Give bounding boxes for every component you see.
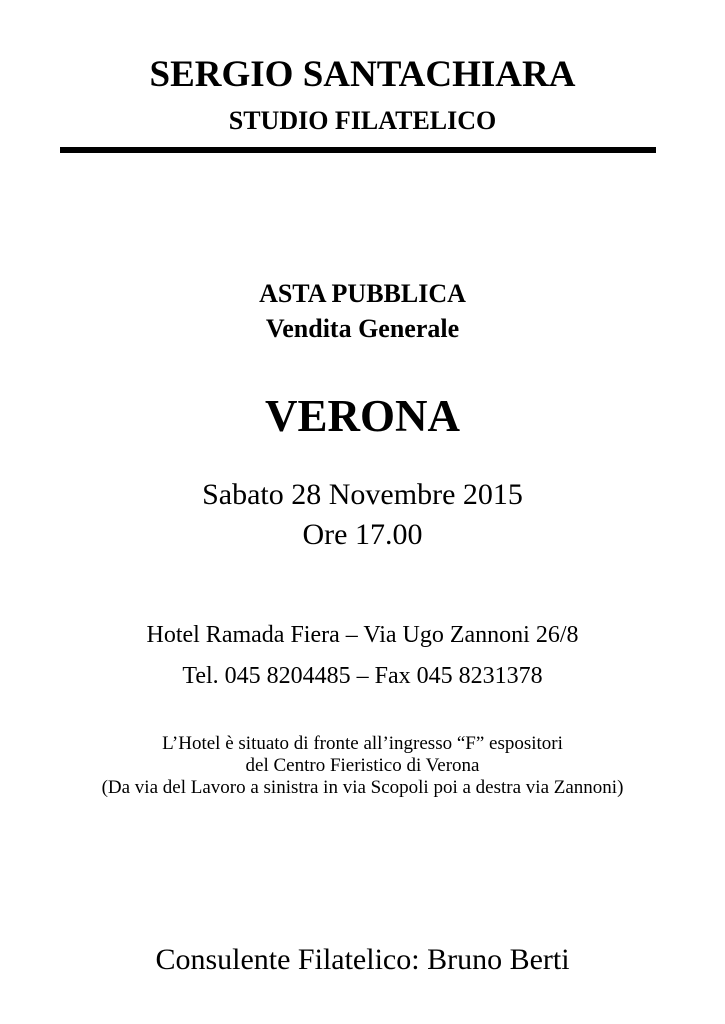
consultant-credit: Consulente Filatelico: Bruno Berti: [155, 943, 570, 976]
auction-date: Sabato 28 Novembre 2015: [202, 478, 523, 511]
directions-line: (Da via del Lavoro a sinistra in via Scopoli poi a destra via Zannoni): [101, 777, 624, 798]
directions-line: L’Hotel è situato di fronte all’ingresso “F” espositori: [162, 733, 563, 754]
directions-line: del Centro Fieristico di Verona: [245, 755, 480, 776]
venue-address: Hotel Ramada Fiera – Via Ugo Zannoni 26/8: [146, 622, 579, 648]
company-name: SERGIO SANTACHIARA: [149, 54, 576, 95]
auction-time: Ore 17.00: [302, 518, 423, 551]
auction-type: ASTA PUBBLICA: [259, 279, 466, 308]
company-subtitle: STUDIO FILATELICO: [228, 106, 497, 135]
header-divider: [60, 147, 656, 153]
auction-city: VERONA: [264, 391, 460, 441]
venue-contacts: Tel. 045 8204485 – Fax 045 8231378: [182, 663, 543, 689]
auction-subtype: Vendita Generale: [265, 314, 460, 343]
